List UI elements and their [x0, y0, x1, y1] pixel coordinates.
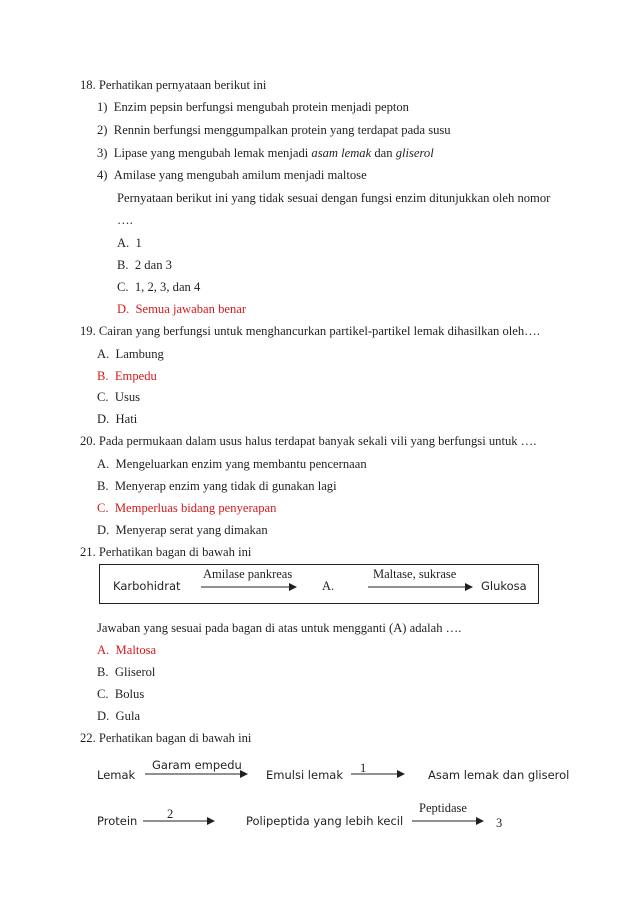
- option-text: Lambung: [115, 347, 164, 361]
- option-letter: B.: [117, 258, 129, 272]
- q22-number: 22.: [80, 731, 96, 745]
- statement-text: dan: [371, 146, 396, 160]
- option-letter: A.: [97, 457, 110, 471]
- option-text: Empedu: [114, 369, 157, 383]
- q21-question: Jawaban yang sesuai pada bagan di atas untuk mengganti (A) adalah ….: [97, 621, 462, 635]
- statement-italic-term: gliserol: [395, 146, 434, 160]
- option-letter: C.: [97, 501, 109, 515]
- q21-number: 21.: [80, 545, 96, 559]
- option-text: Usus: [114, 390, 141, 404]
- q19-stem-text: Cairan yang berfungsi untuk menghancurkan partikel-partikel lemak dihasilkan oleh….: [98, 324, 540, 338]
- option-text: Gula: [115, 709, 141, 723]
- statement-text: Amilase yang mengubah amilum menjadi maltose: [113, 168, 367, 182]
- option-text: Bolus: [114, 687, 145, 701]
- q21-diagram-end: Glukosa: [481, 579, 527, 593]
- option-letter: A.: [97, 643, 110, 657]
- option-text: Maltosa: [115, 643, 157, 657]
- q22-row1-end: Asam lemak dan gliserol: [428, 768, 570, 782]
- statement-number: 2): [97, 123, 108, 137]
- option-letter: A.: [117, 236, 130, 250]
- statement-number: 4): [97, 168, 108, 182]
- option-letter: D.: [97, 709, 110, 723]
- option-text: Gliserol: [114, 665, 156, 679]
- q22-row2-start: Protein: [97, 814, 138, 828]
- option-letter: A.: [97, 347, 110, 361]
- option-letter: C.: [97, 687, 109, 701]
- option-letter: D.: [97, 412, 110, 426]
- q22-row1-arrow2-label: 1: [360, 761, 367, 775]
- q18-question-line2: ….: [117, 213, 133, 227]
- q22-row2-arrow2-label: Peptidase: [419, 801, 467, 815]
- option-text: 2 dan 3: [134, 258, 172, 272]
- option-letter: B.: [97, 665, 109, 679]
- q18-stem-text: Perhatikan pernyataan berikut ini: [98, 78, 267, 92]
- q22-row1-middle: Emulsi lemak: [266, 768, 343, 782]
- option-text: Menyerap serat yang dimakan: [115, 523, 268, 537]
- statement-text: Rennin berfungsi menggumpalkan protein yang terdapat pada susu: [113, 123, 451, 137]
- q20-stem-text: Pada permukaan dalam usus halus terdapat banyak sekali vili yang berfungsi untuk ….: [98, 434, 537, 448]
- option-letter: C.: [97, 390, 109, 404]
- statement-text: Lipase yang mengubah lemak menjadi: [113, 146, 312, 160]
- option-letter: B.: [97, 369, 109, 383]
- q21-diagram-arrow1-label: Amilase pankreas: [203, 567, 293, 581]
- option-text: Mengeluarkan enzim yang membantu pencernaan: [115, 457, 367, 471]
- option-text: Hati: [115, 412, 138, 426]
- q22-row1-start: Lemak: [97, 768, 136, 782]
- option-text: 1: [135, 236, 142, 250]
- q21-diagram-middle: A.: [322, 579, 335, 593]
- q20-number: 20.: [80, 434, 96, 448]
- statement-number: 3): [97, 146, 108, 160]
- option-text: Semua jawaban benar: [135, 302, 247, 316]
- q22-row2-middle: Polipeptida yang lebih kecil: [246, 814, 404, 828]
- option-letter: D.: [97, 523, 110, 537]
- q18-question-line1: Pernyataan berikut ini yang tidak sesuai dengan fungsi enzim ditunjukkan oleh nomor: [117, 191, 551, 205]
- q22-row2-arrow1-label: 2: [167, 807, 174, 821]
- option-letter: D.: [117, 302, 130, 316]
- statement-number: 1): [97, 100, 108, 114]
- option-letter: B.: [97, 479, 109, 493]
- q21-diagram-start: Karbohidrat: [113, 579, 181, 593]
- q22-row2-end: 3: [496, 816, 503, 830]
- q21-stem-text: Perhatikan bagan di bawah ini: [98, 545, 252, 559]
- option-text: Menyerap enzim yang tidak di gunakan lagi: [114, 479, 337, 493]
- q18-number: 18.: [80, 78, 96, 92]
- option-letter: C.: [117, 280, 129, 294]
- q19-number: 19.: [80, 324, 96, 338]
- statement-text: Enzim pepsin berfungsi mengubah protein menjadi pepton: [113, 100, 409, 114]
- option-text: 1, 2, 3, dan 4: [134, 280, 201, 294]
- statement-italic-term: asam lemak: [311, 146, 372, 160]
- q22-row1-arrow1-label: Garam empedu: [152, 758, 242, 772]
- q22-stem-text: Perhatikan bagan di bawah ini: [98, 731, 252, 745]
- option-text: Memperluas bidang penyerapan: [114, 501, 277, 515]
- q21-diagram-arrow2-label: Maltase, sukrase: [373, 567, 457, 581]
